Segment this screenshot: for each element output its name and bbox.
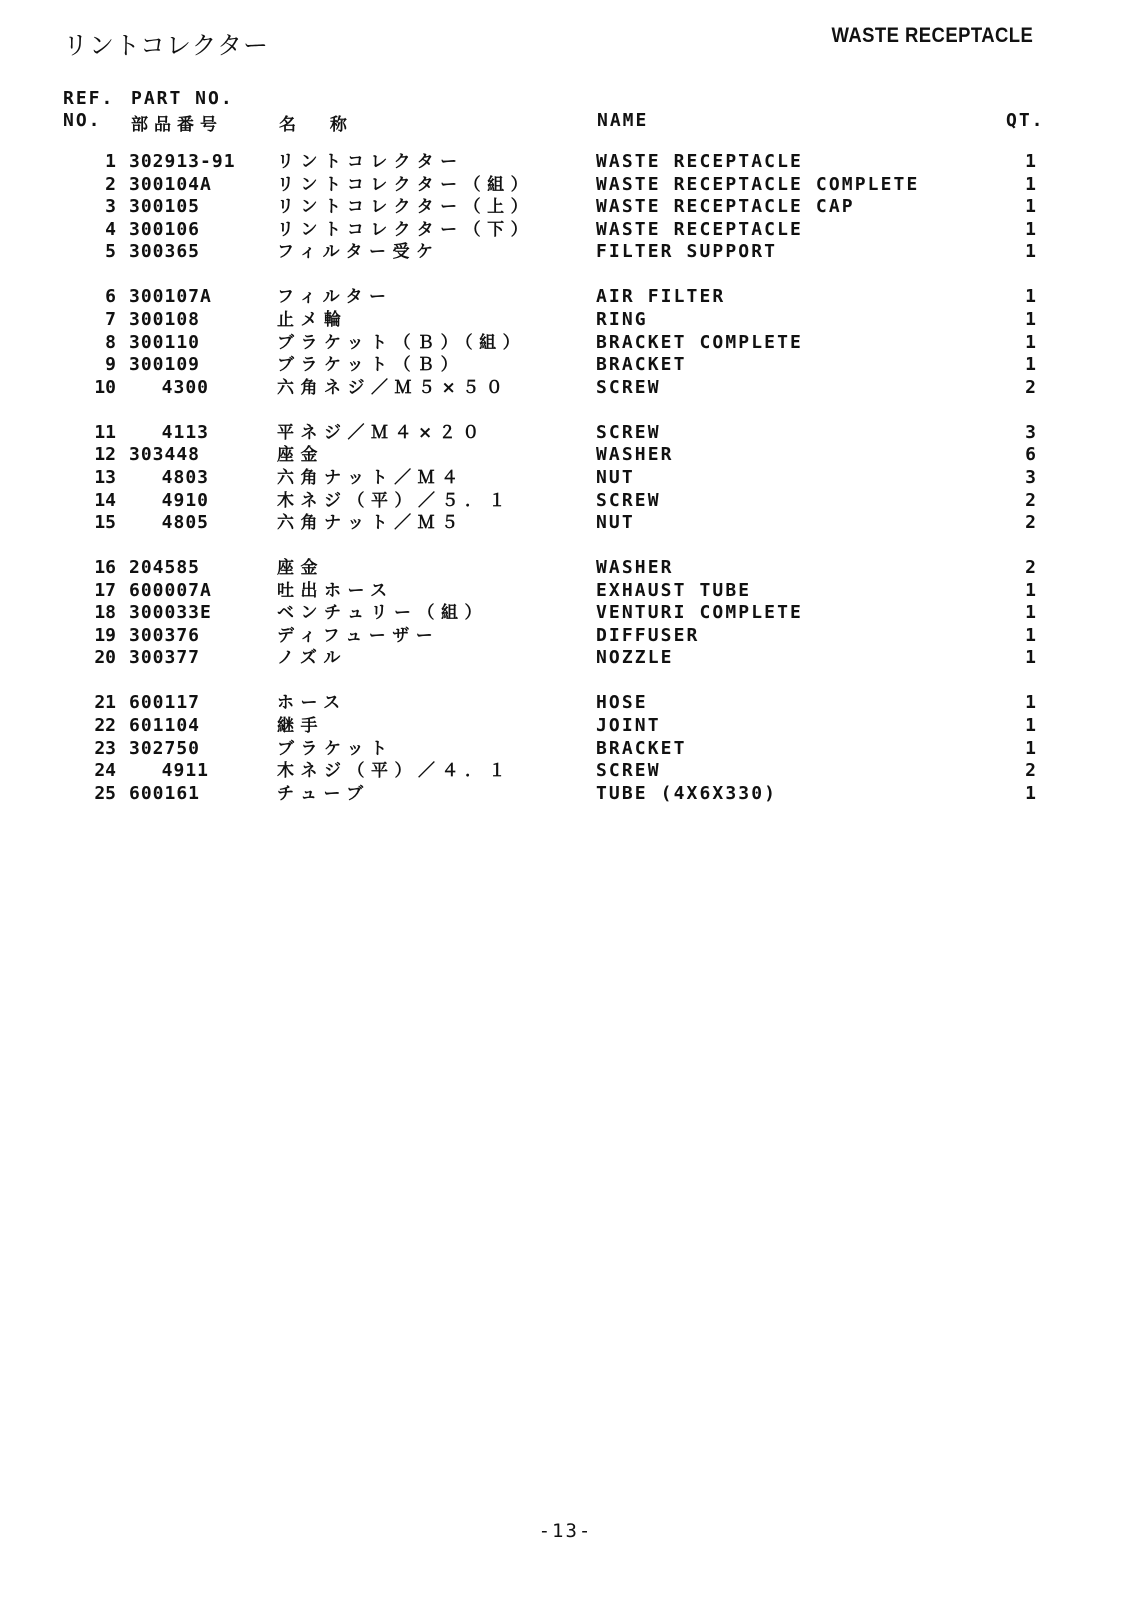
table-row (0, 783, 1131, 806)
japanese-name-cell: フィルター受ケ (277, 242, 440, 263)
japanese-name-cell: ブラケット（Ｂ） (277, 355, 465, 376)
japanese-name-cell: 木ネジ（平）／４．１ (277, 761, 512, 782)
ref-cell: 16 (94, 557, 116, 579)
table-row (0, 332, 1131, 355)
table-row (0, 760, 1131, 783)
part-number-cell: 300376 (129, 624, 201, 646)
japanese-name-cell: 座金 (277, 558, 324, 579)
name-cell: NUT (596, 512, 635, 534)
japanese-name-cell: チューブ (277, 783, 370, 804)
japanese-name-cell: リントコレクター（下） (277, 219, 535, 240)
japanese-name-cell: リントコレクター（組） (277, 174, 535, 195)
page-title-english: WASTE RECEPTACLE (831, 24, 1033, 47)
quantity-cell: 1 (1025, 624, 1036, 646)
table-row (0, 196, 1131, 219)
quantity-cell: 1 (1025, 241, 1036, 263)
table-row (0, 286, 1131, 309)
header-name: NAME (597, 110, 649, 131)
part-number-cell: 4910 (161, 489, 209, 511)
table-row (0, 738, 1131, 761)
quantity-cell: 3 (1025, 421, 1036, 443)
japanese-name-cell: フィルター (277, 287, 393, 308)
quantity-cell: 1 (1025, 286, 1036, 308)
japanese-name-cell: 六角ネジ／Ｍ５×５０ (277, 377, 510, 398)
name-cell: HOSE (596, 692, 648, 714)
name-cell: JOINT (596, 715, 661, 737)
part-number-cell: 300365 (129, 241, 201, 263)
name-cell: WASTE RECEPTACLE COMPLETE (596, 173, 920, 195)
quantity-cell: 1 (1025, 151, 1036, 172)
name-cell: WASTE RECEPTACLE CAP (596, 196, 855, 218)
quantity-cell: 3 (1025, 466, 1036, 488)
ref-cell: 23 (94, 737, 116, 759)
quantity-cell: 1 (1025, 579, 1036, 601)
japanese-name-cell: リントコレクター（上） (277, 197, 535, 218)
part-number-cell: 302750 (129, 737, 201, 759)
name-cell: SCREW (596, 421, 661, 443)
table-row (0, 557, 1131, 580)
ref-cell: 18 (94, 602, 116, 624)
name-cell: BRACKET (596, 737, 687, 759)
japanese-name-cell: ディフューザー (277, 625, 440, 646)
japanese-name-cell: 吐出ホース (277, 580, 394, 601)
ref-cell: 5 (105, 241, 116, 263)
name-cell: TUBE (4X6X330) (596, 782, 778, 804)
name-cell: AIR FILTER (596, 286, 726, 308)
ref-cell: 17 (94, 579, 116, 601)
name-cell: SCREW (596, 760, 661, 782)
name-cell: WASTE RECEPTACLE (596, 151, 803, 172)
part-number-cell: 600117 (129, 692, 201, 714)
name-cell: WASHER (596, 557, 674, 579)
name-cell: NOZZLE (596, 647, 674, 669)
quantity-cell: 2 (1025, 489, 1036, 511)
part-number-cell: 300107A (129, 286, 212, 308)
table-row (0, 692, 1131, 715)
quantity-cell: 1 (1025, 331, 1036, 353)
part-number-cell: 4300 (161, 376, 209, 398)
part-number-cell: 302913-91 (129, 151, 236, 172)
name-cell: WASTE RECEPTACLE (596, 218, 803, 240)
part-number-cell: 300104A (129, 173, 212, 195)
japanese-name-cell: 座金 (277, 445, 324, 466)
japanese-name-cell: 止メ輪 (277, 309, 348, 330)
quantity-cell: 1 (1025, 715, 1036, 737)
quantity-cell: 1 (1025, 218, 1036, 240)
ref-cell: 21 (94, 692, 116, 714)
table-row (0, 512, 1131, 535)
name-cell: EXHAUST TUBE (596, 579, 752, 601)
japanese-name-cell: リントコレクター (277, 152, 464, 172)
japanese-name-cell: ノズル (277, 648, 347, 669)
quantity-cell: 1 (1025, 602, 1036, 624)
quantity-cell: 2 (1025, 512, 1036, 534)
name-cell: SCREW (596, 376, 661, 398)
ref-cell: 15 (94, 512, 116, 534)
quantity-cell: 2 (1025, 557, 1036, 579)
ref-cell: 6 (105, 286, 116, 308)
part-number-cell: 601104 (129, 715, 201, 737)
part-number-cell: 4805 (161, 512, 209, 534)
ref-cell: 25 (94, 782, 116, 804)
part-number-cell: 300105 (129, 196, 201, 218)
quantity-cell: 1 (1025, 692, 1036, 714)
part-number-cell: 300110 (129, 331, 201, 353)
ref-cell: 13 (94, 466, 116, 488)
ref-cell: 4 (105, 218, 116, 240)
ref-cell: 1 (105, 151, 116, 172)
ref-cell: 10 (94, 376, 116, 398)
ref-cell: 22 (94, 715, 116, 737)
japanese-name-cell: ベンチュリー（組） (277, 603, 488, 624)
name-cell: BRACKET (596, 354, 687, 376)
table-row (0, 377, 1131, 400)
part-number-cell: 4803 (161, 466, 209, 488)
part-number-cell: 300109 (129, 354, 201, 376)
parts-list (0, 151, 1131, 805)
name-cell: VENTURI COMPLETE (596, 602, 803, 624)
part-number-cell: 4911 (161, 760, 209, 782)
ref-cell: 11 (94, 421, 116, 443)
part-number-cell: 204585 (129, 557, 201, 579)
table-row (0, 354, 1131, 377)
quantity-cell: 1 (1025, 196, 1036, 218)
ref-cell: 9 (105, 354, 116, 376)
table-row (0, 219, 1131, 242)
ref-cell: 14 (94, 489, 116, 511)
part-number-cell: 4113 (161, 421, 209, 443)
page-number: -13- (538, 1520, 593, 1542)
name-cell: WASHER (596, 444, 674, 466)
ref-cell: 20 (94, 647, 116, 669)
table-row (0, 151, 1131, 174)
quantity-cell: 1 (1025, 308, 1036, 330)
ref-cell: 19 (94, 624, 116, 646)
japanese-name-cell: 継手 (277, 716, 324, 737)
ref-cell: 2 (105, 173, 116, 195)
header-part-no: PART NO. (131, 88, 234, 109)
header-japanese-name: 名 称 (279, 115, 361, 135)
table-row (0, 625, 1131, 648)
table-row (0, 444, 1131, 467)
ref-cell: 3 (105, 196, 116, 218)
part-number-cell: 303448 (129, 444, 201, 466)
japanese-name-cell: 六角ナット／Ｍ４ (277, 467, 465, 488)
name-cell: RING (596, 308, 648, 330)
table-row (0, 241, 1131, 264)
japanese-name-cell: ホース (277, 693, 347, 714)
quantity-cell: 6 (1025, 444, 1036, 466)
table-row (0, 174, 1131, 197)
part-number-cell: 300033E (129, 602, 212, 624)
header-no: NO. (63, 110, 102, 131)
name-cell: FILTER SUPPORT (596, 241, 778, 263)
japanese-name-cell: 木ネジ（平）／５．１ (277, 490, 512, 511)
quantity-cell: 2 (1025, 760, 1036, 782)
part-number-cell: 600161 (129, 782, 201, 804)
ref-cell: 24 (94, 760, 116, 782)
part-number-cell: 300106 (129, 218, 201, 240)
table-row (0, 715, 1131, 738)
table-row (0, 422, 1131, 445)
table-row (0, 647, 1131, 670)
name-cell: BRACKET COMPLETE (596, 331, 803, 353)
name-cell: NUT (596, 466, 635, 488)
name-cell: DIFFUSER (596, 624, 700, 646)
quantity-cell: 1 (1025, 173, 1036, 195)
quantity-cell: 2 (1025, 376, 1036, 398)
header-quantity: QT. (1006, 110, 1045, 131)
part-number-cell: 600007A (129, 579, 212, 601)
quantity-cell: 1 (1025, 354, 1036, 376)
quantity-cell: 1 (1025, 782, 1036, 804)
quantity-cell: 1 (1025, 737, 1036, 759)
ref-cell: 12 (94, 444, 116, 466)
part-number-cell: 300108 (129, 308, 201, 330)
ref-cell: 7 (105, 308, 116, 330)
japanese-name-cell: ブラケット (277, 738, 394, 759)
table-row (0, 602, 1131, 625)
japanese-name-cell: 平ネジ／Ｍ４×２０ (277, 422, 486, 443)
name-cell: SCREW (596, 489, 661, 511)
table-row (0, 467, 1131, 490)
japanese-name-cell: ブラケット（Ｂ）（組） (277, 332, 527, 353)
table-row (0, 580, 1131, 603)
header-part-no-japanese: 部品番号 (131, 115, 223, 135)
part-number-cell: 300377 (129, 647, 201, 669)
table-row (0, 309, 1131, 332)
ref-cell: 8 (105, 331, 116, 353)
header-ref: REF. (63, 88, 115, 109)
table-row (0, 490, 1131, 513)
quantity-cell: 1 (1025, 647, 1036, 669)
page-title-japanese: リントコレクター (63, 31, 270, 60)
japanese-name-cell: 六角ナット／Ｍ５ (277, 513, 465, 534)
